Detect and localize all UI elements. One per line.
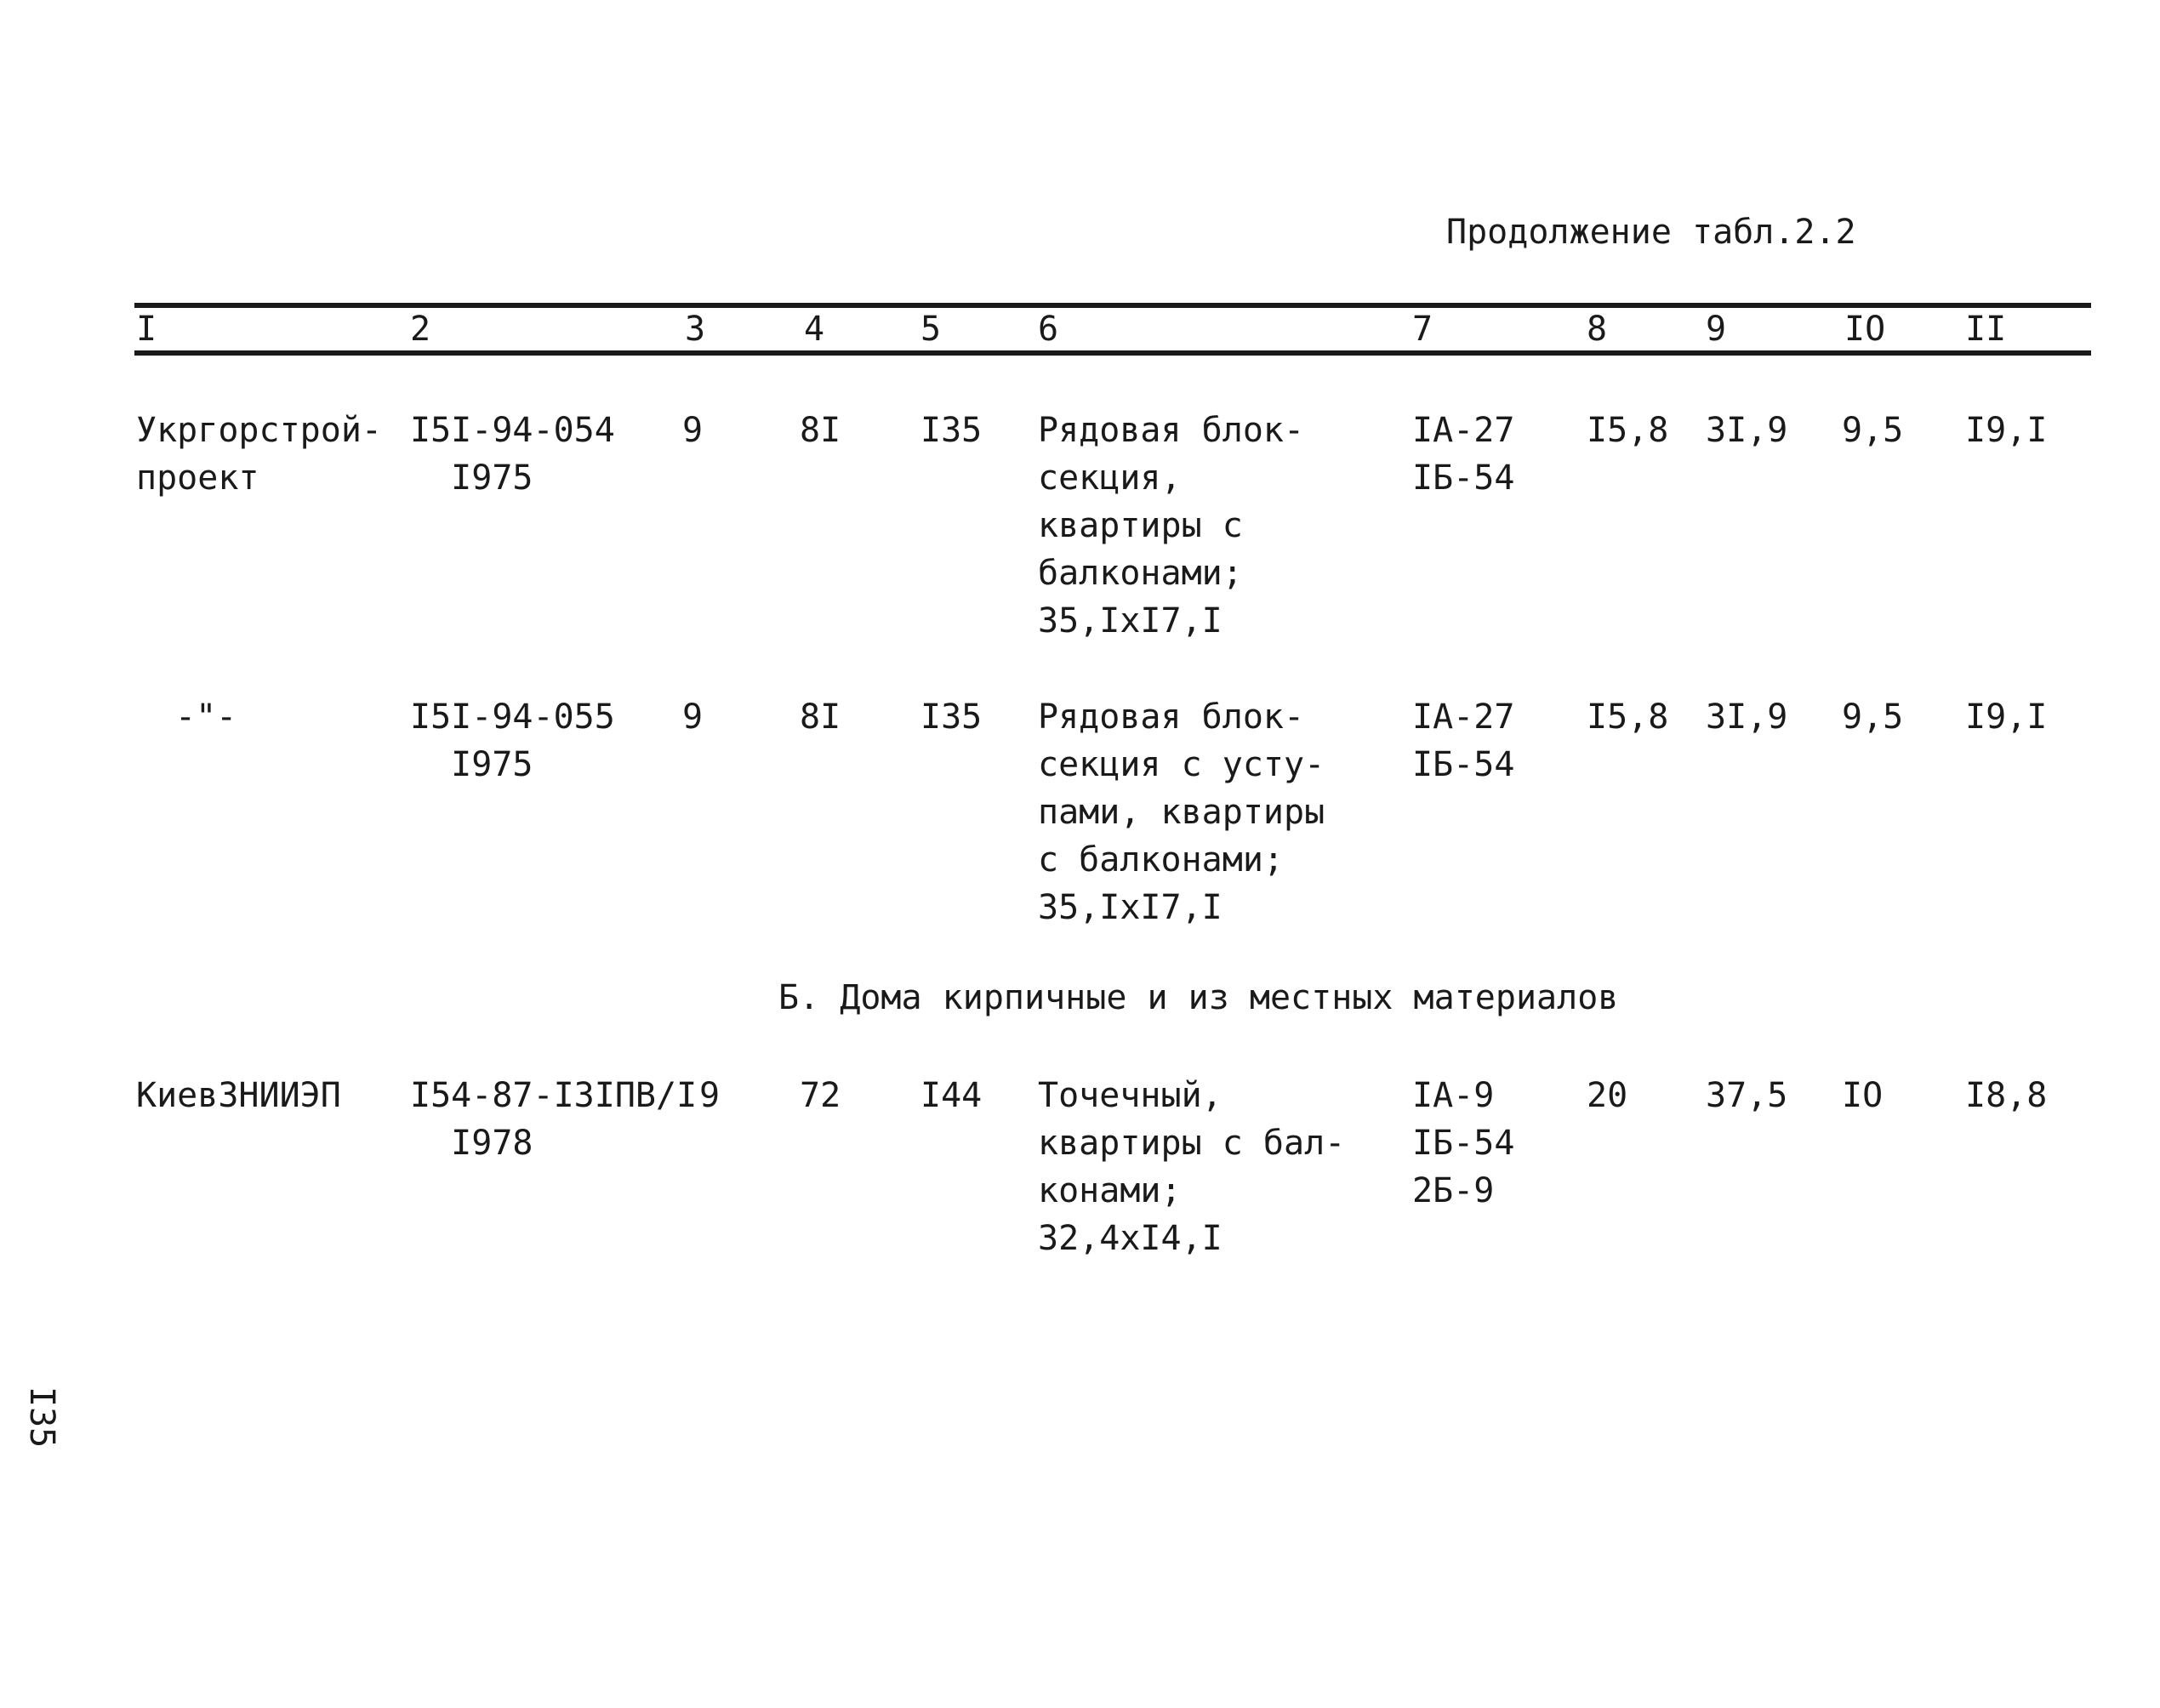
table-row-3-c7: IA-9 IБ-54 2Б-9 [1412,1076,1515,1210]
table-row-1-org: Укргорстрой- проект [136,411,382,498]
table-row-1-c5: I35 [920,411,983,450]
col-header-11: II [1965,310,2007,349]
table-row-3-c8: 20 [1587,1076,1628,1115]
table-caption: Продолжение табл.2.2 [1446,213,1856,252]
table-row-1-c10: 9,5 [1842,411,1904,450]
table-row-1-c8: I5,8 [1587,411,1669,450]
table-row-1-project: I5I-94-054 I975 [410,411,615,498]
col-header-9: 9 [1706,310,1727,349]
table-row-2-c5: I35 [920,697,983,737]
table-row-3-c4: 72 [800,1076,841,1115]
table-row-2-c3: 9 [682,697,704,737]
table-row-2-c4: 8I [800,697,841,737]
table-row-3-project: I54-87-I3IПВ/I I978 [410,1076,698,1163]
table-row-1-c7: IA-27 IБ-54 [1412,411,1515,498]
col-header-3: 3 [685,310,706,349]
table-row-2-description: Рядовая блок- секция с усту- пами, квартиры с балконами; 35,IxI7,I [1038,697,1325,927]
header-top-rule [134,303,2091,308]
table-row-3-c3: 9 [699,1076,721,1115]
table-row-2-c7: IA-27 IБ-54 [1412,697,1515,784]
col-header-6: 6 [1038,310,1059,349]
col-header-1: I [136,310,157,349]
table-row-2-c8: I5,8 [1587,697,1669,737]
table-row-3-c9: 37,5 [1706,1076,1788,1115]
table-row-3-org: КиевЗНИИЭП [136,1076,341,1115]
table-row-2-org: -"- [175,697,237,737]
section-title: Б. Дома кирпичные и из местных материалов [778,978,1619,1017]
col-header-8: 8 [1587,310,1608,349]
table-row-2-c9: 3I,9 [1706,697,1788,737]
table-row-2-c10: 9,5 [1842,697,1904,737]
col-header-2: 2 [410,310,431,349]
table-row-3-c5: I44 [920,1076,983,1115]
table-row-2-project: I5I-94-055 I975 [410,697,615,784]
table-row-1-c4: 8I [800,411,841,450]
col-header-10: IO [1844,310,1886,349]
col-header-7: 7 [1412,310,1433,349]
page-number: I35 [22,1386,61,1449]
col-header-4: 4 [804,310,825,349]
table-row-1-c9: 3I,9 [1706,411,1788,450]
table-row-3-c10: IO [1842,1076,1884,1115]
header-bottom-rule [134,350,2091,356]
col-header-5: 5 [920,310,942,349]
table-row-3-c11: I8,8 [1965,1076,2048,1115]
table-row-1-c11: I9,I [1965,411,2048,450]
table-row-3-description: Точечный, квартиры с бал- конами; 32,4xI4,I [1038,1076,1346,1258]
table-row-1-c3: 9 [682,411,704,450]
table-row-2-c11: I9,I [1965,697,2048,737]
table-row-1-description: Рядовая блок- секция, квартиры с балконами; 35,IxI7,I [1038,411,1305,640]
